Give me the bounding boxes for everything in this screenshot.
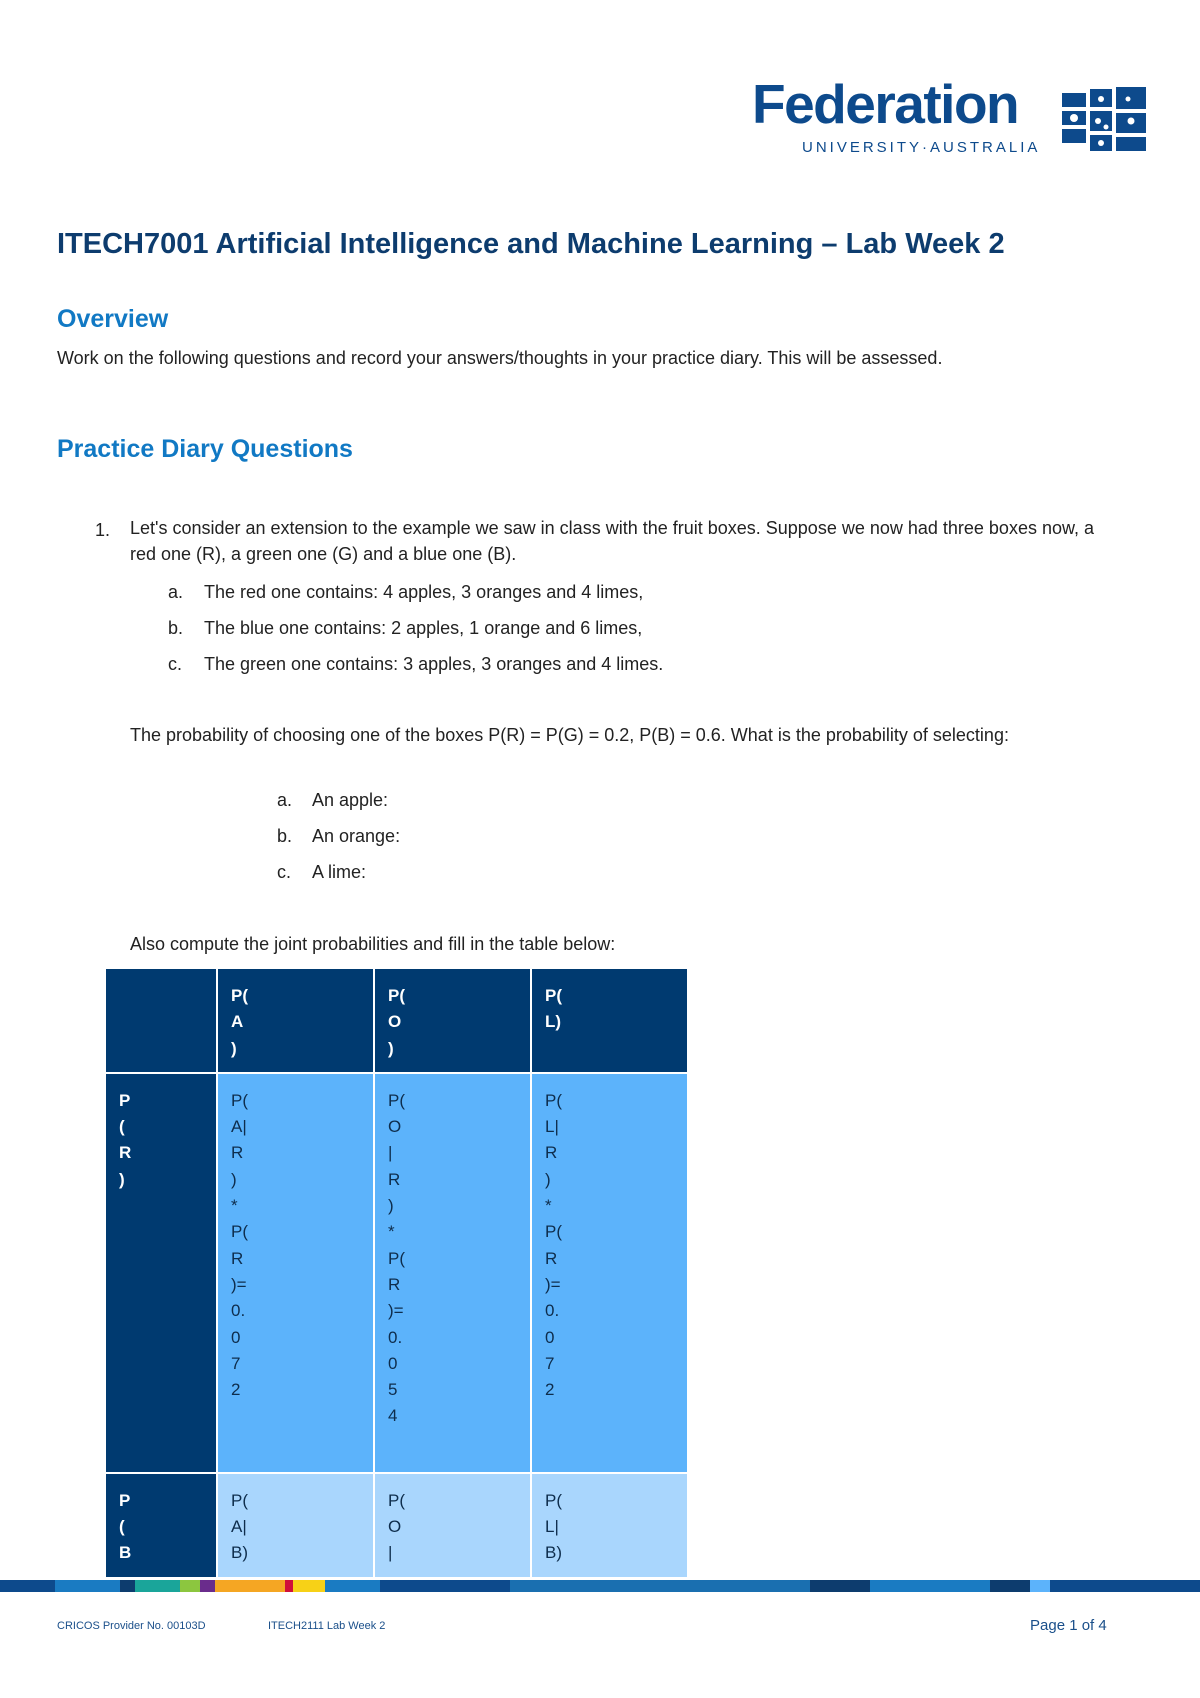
header-cell-apple <box>217 968 374 1073</box>
cell-line: 7 <box>231 1353 241 1373</box>
cell-line: 0 <box>388 1353 398 1373</box>
cell-line: B) <box>231 1543 248 1563</box>
cell-blue-apple <box>217 1473 374 1578</box>
row-label-line: P <box>119 1090 131 1110</box>
cell-line: 0. <box>231 1301 246 1321</box>
row-label-line: ( <box>119 1517 125 1537</box>
cell-line: * <box>231 1196 238 1216</box>
flag-icon <box>1062 87 1148 153</box>
probability-text: The probability of choosing one of the boxes P(R) = P(G) = 0.2, P(B) = 0.6. What is the probability of selecting: <box>130 725 1009 745</box>
cell-line: ) <box>545 1169 551 1189</box>
overview-text: Work on the following questions and record your answers/thoughts in your practice diary. This will be assessed. <box>57 348 943 368</box>
cell-red-apple <box>217 1073 374 1473</box>
row-label-line: ( <box>119 1117 125 1137</box>
content-marker-a: a. <box>168 582 184 602</box>
cell-line: ) <box>231 1169 237 1189</box>
cell-line: )= <box>545 1274 561 1294</box>
overview-heading: Overview <box>57 305 169 333</box>
practice-heading: Practice Diary Questions <box>57 435 353 463</box>
cell-line: P( <box>388 1248 405 1268</box>
federation-university-logo <box>752 73 1148 162</box>
cell-line: L| <box>545 1517 559 1537</box>
cell-line: P( <box>231 1090 248 1110</box>
cell-line: * <box>388 1222 395 1242</box>
header-apple-line: ) <box>231 1038 237 1058</box>
content-item-blue: The blue one contains: 2 apples, 1 orange and 6 limes, <box>204 618 643 638</box>
cell-line: R <box>545 1143 558 1163</box>
cell-line: 0 <box>545 1327 555 1347</box>
selection-marker-a: a. <box>277 790 293 810</box>
header-orange-line: O <box>388 1012 402 1032</box>
row-label-blue <box>105 1473 217 1578</box>
document-title: ITECH7001 Artificial Intelligence and Machine Learning – Lab Week 2 <box>57 228 1005 260</box>
cell-line: A| <box>231 1117 247 1137</box>
cell-line: 5 <box>388 1380 398 1400</box>
row-label-line: P <box>119 1490 131 1510</box>
cell-line: 0. <box>545 1301 560 1321</box>
cell-line: P( <box>545 1090 562 1110</box>
cell-line: P( <box>231 1490 248 1510</box>
cell-line: R <box>231 1143 244 1163</box>
header-apple-line: P( <box>231 986 248 1005</box>
table-row-blue <box>105 1473 688 1578</box>
header-orange-line: ) <box>388 1038 394 1058</box>
table-header-row <box>105 968 688 1073</box>
footer-course: ITECH2111 Lab Week 2 <box>268 1620 386 1632</box>
cell-line: P( <box>545 1222 562 1242</box>
footer-cricos: CRICOS Provider No. 00103D <box>57 1620 206 1632</box>
cell-line: P( <box>388 1490 405 1510</box>
selection-marker-b: b. <box>277 826 293 846</box>
cell-line: A| <box>231 1517 247 1537</box>
cell-line: R <box>231 1248 244 1268</box>
content-item-red: The red one contains: 4 apples, 3 oranges and 4 limes, <box>204 582 644 602</box>
cell-line: P( <box>231 1222 248 1242</box>
cell-line: 2 <box>231 1380 241 1400</box>
table-row-red <box>105 1073 688 1473</box>
header-orange-line: P( <box>388 986 405 1005</box>
cell-line: R <box>545 1248 558 1268</box>
cell-line: 7 <box>545 1353 555 1373</box>
cell-red-orange <box>374 1073 531 1473</box>
row-label-red <box>105 1073 217 1473</box>
row-label-line: ) <box>119 1169 125 1189</box>
cell-line: P( <box>545 1490 562 1510</box>
row-label-line: B <box>119 1543 132 1563</box>
table-intro: Also compute the joint probabilities and fill in the table below: <box>130 934 616 954</box>
cell-blue-orange <box>374 1473 531 1578</box>
cell-line: R <box>388 1274 401 1294</box>
selection-marker-c: c. <box>277 862 292 882</box>
cell-line: R <box>388 1169 401 1189</box>
question-text: Let's consider an extension to the example we saw in class with the fruit boxes. Suppose we now had three boxes now, a red one (R), a green one (G) and a blue one (B). <box>130 518 1094 564</box>
content-item-green: The green one contains: 3 apples, 3 oranges and 4 limes. <box>204 654 664 674</box>
cell-line: * <box>545 1196 552 1216</box>
header-lime-line: P( <box>545 986 562 1005</box>
logo-wordmark: Federation <box>752 73 1019 135</box>
cell-blue-lime <box>531 1473 688 1578</box>
header-corner-cell <box>105 968 217 1073</box>
cell-line: 4 <box>388 1406 398 1426</box>
cell-line: 0. <box>388 1327 403 1347</box>
content-marker-b: b. <box>168 618 184 638</box>
cell-line: 0 <box>231 1327 241 1347</box>
cell-line: L| <box>545 1117 559 1137</box>
header-cell-lime <box>531 968 688 1073</box>
cell-line: P( <box>388 1090 405 1110</box>
selection-lime: A lime: <box>312 862 367 882</box>
logo-subtitle: UNIVERSITY·AUSTRALIA <box>802 139 1041 156</box>
footer-page-number: Page 1 of 4 <box>1030 1617 1107 1634</box>
header-lime-line: L) <box>545 1012 562 1032</box>
content-marker-c: c. <box>168 654 183 674</box>
cell-line: | <box>388 1543 393 1563</box>
header-cell-orange <box>374 968 531 1073</box>
cell-line: B) <box>545 1543 562 1563</box>
question-number: 1. <box>95 520 111 540</box>
cell-line: )= <box>388 1301 404 1321</box>
cell-line: | <box>388 1143 393 1163</box>
selection-apple: An apple: <box>312 790 389 810</box>
selection-orange: An orange: <box>312 826 401 846</box>
cell-red-lime <box>531 1073 688 1473</box>
cell-line: ) <box>388 1196 394 1216</box>
joint-probability-table <box>104 967 689 1579</box>
cell-line: O <box>388 1117 402 1137</box>
row-label-line: R <box>119 1143 132 1163</box>
header-apple-line: A <box>231 1012 244 1032</box>
cell-line: 2 <box>545 1380 555 1400</box>
footer-color-stripe <box>0 1580 1200 1592</box>
cell-line: O <box>388 1517 402 1537</box>
cell-line: )= <box>231 1274 247 1294</box>
